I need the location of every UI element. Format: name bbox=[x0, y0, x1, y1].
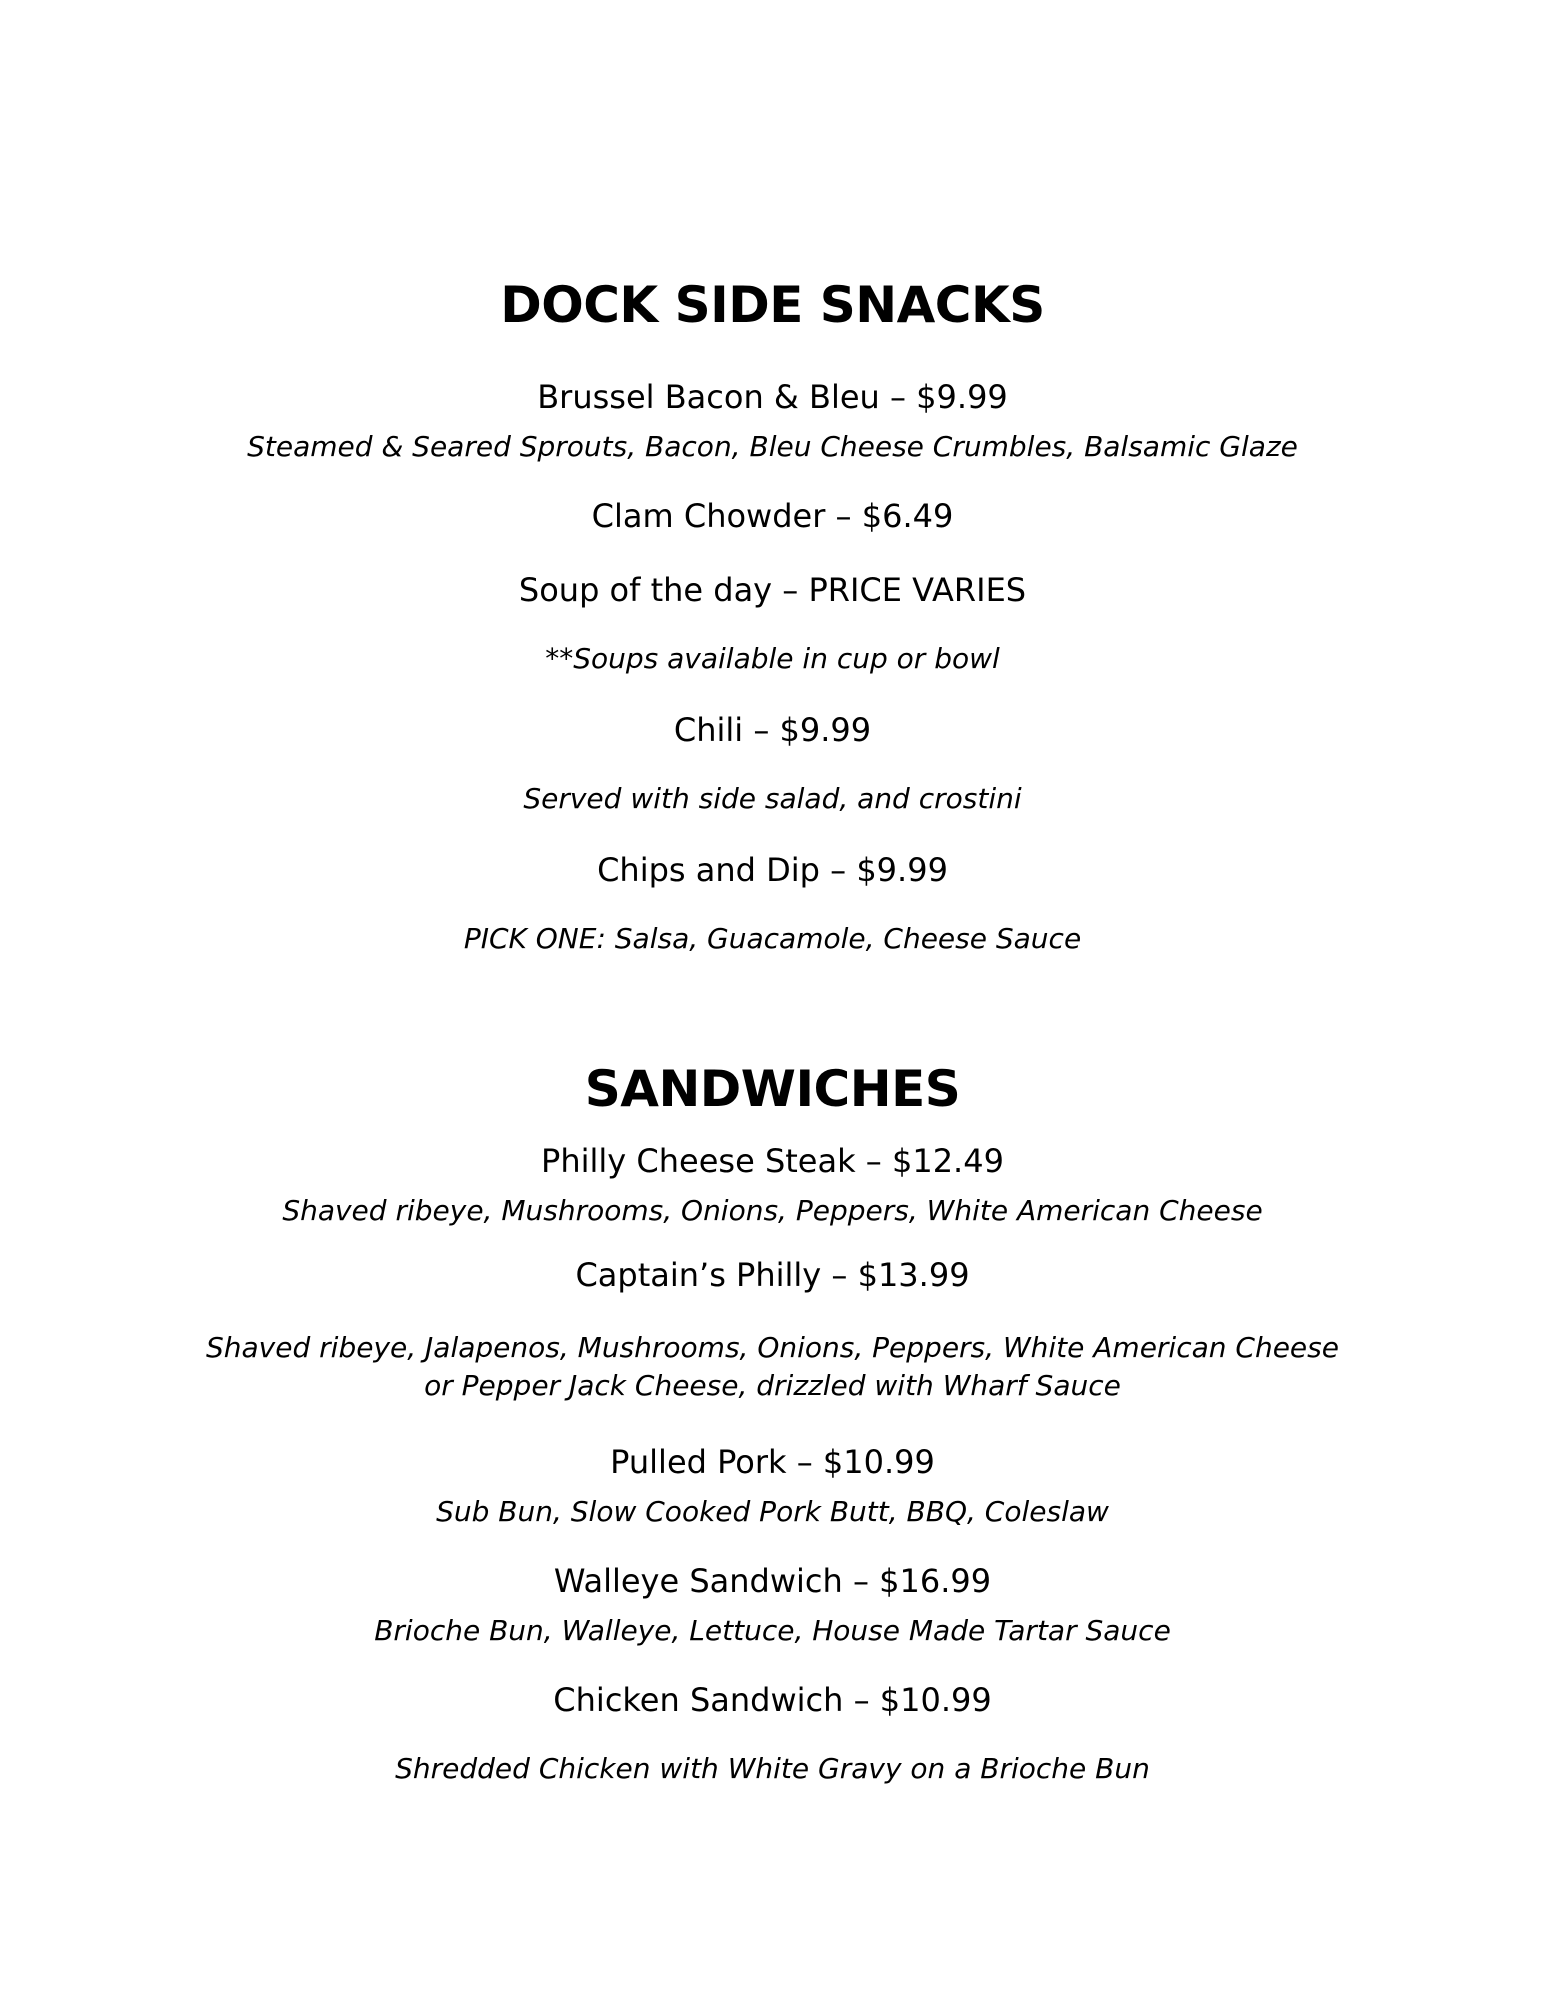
menu-item-brussel-bacon-bleu: Brussel Bacon & Bleu – $9.99 bbox=[537, 378, 1008, 416]
menu-item-description: Shredded Chicken with White Gravy on a Brioche Bun bbox=[395, 1752, 1150, 1785]
menu-item-walleye-sandwich: Walleye Sandwich – $16.99 bbox=[553, 1562, 992, 1600]
menu-item-pulled-pork: Pulled Pork – $10.99 bbox=[610, 1443, 935, 1481]
menu-item-description: or Pepper Jack Cheese, drizzled with Wharf Sauce bbox=[424, 1369, 1121, 1402]
section-title-sandwiches: SANDWICHES bbox=[584, 1060, 961, 1118]
section-title-dock-side-snacks: DOCK SIDE SNACKS bbox=[500, 276, 1045, 334]
menu-item-description: Shaved ribeye, Mushrooms, Onions, Peppers, White American Cheese bbox=[282, 1194, 1263, 1227]
menu-item-description: Sub Bun, Slow Cooked Pork Butt, BBQ, Coleslaw bbox=[436, 1495, 1109, 1528]
menu-item-chicken-sandwich: Chicken Sandwich – $10.99 bbox=[553, 1681, 992, 1719]
menu-item-description: PICK ONE: Salsa, Guacamole, Cheese Sauce bbox=[463, 922, 1082, 955]
menu-item-soup-of-the-day: Soup of the day – PRICE VARIES bbox=[518, 571, 1027, 609]
menu-item-description: Brioche Bun, Walleye, Lettuce, House Made Tartar Sauce bbox=[374, 1614, 1171, 1647]
menu-item-clam-chowder: Clam Chowder – $6.49 bbox=[591, 497, 954, 535]
menu-item-chips-and-dip: Chips and Dip – $9.99 bbox=[597, 851, 948, 889]
menu-item-philly-cheese-steak: Philly Cheese Steak – $12.49 bbox=[541, 1142, 1004, 1180]
menu-item-captains-philly: Captain’s Philly – $13.99 bbox=[575, 1256, 970, 1294]
menu-note-soups: **Soups available in cup or bowl bbox=[545, 642, 1000, 675]
menu-item-description: Shaved ribeye, Jalapenos, Mushrooms, Onions, Peppers, White American Cheese bbox=[206, 1331, 1339, 1364]
menu-item-description: Served with side salad, and crostini bbox=[523, 782, 1022, 815]
menu-item-chili: Chili – $9.99 bbox=[673, 711, 872, 749]
menu-item-description: Steamed & Seared Sprouts, Bacon, Bleu Cheese Crumbles, Balsamic Glaze bbox=[247, 430, 1298, 463]
